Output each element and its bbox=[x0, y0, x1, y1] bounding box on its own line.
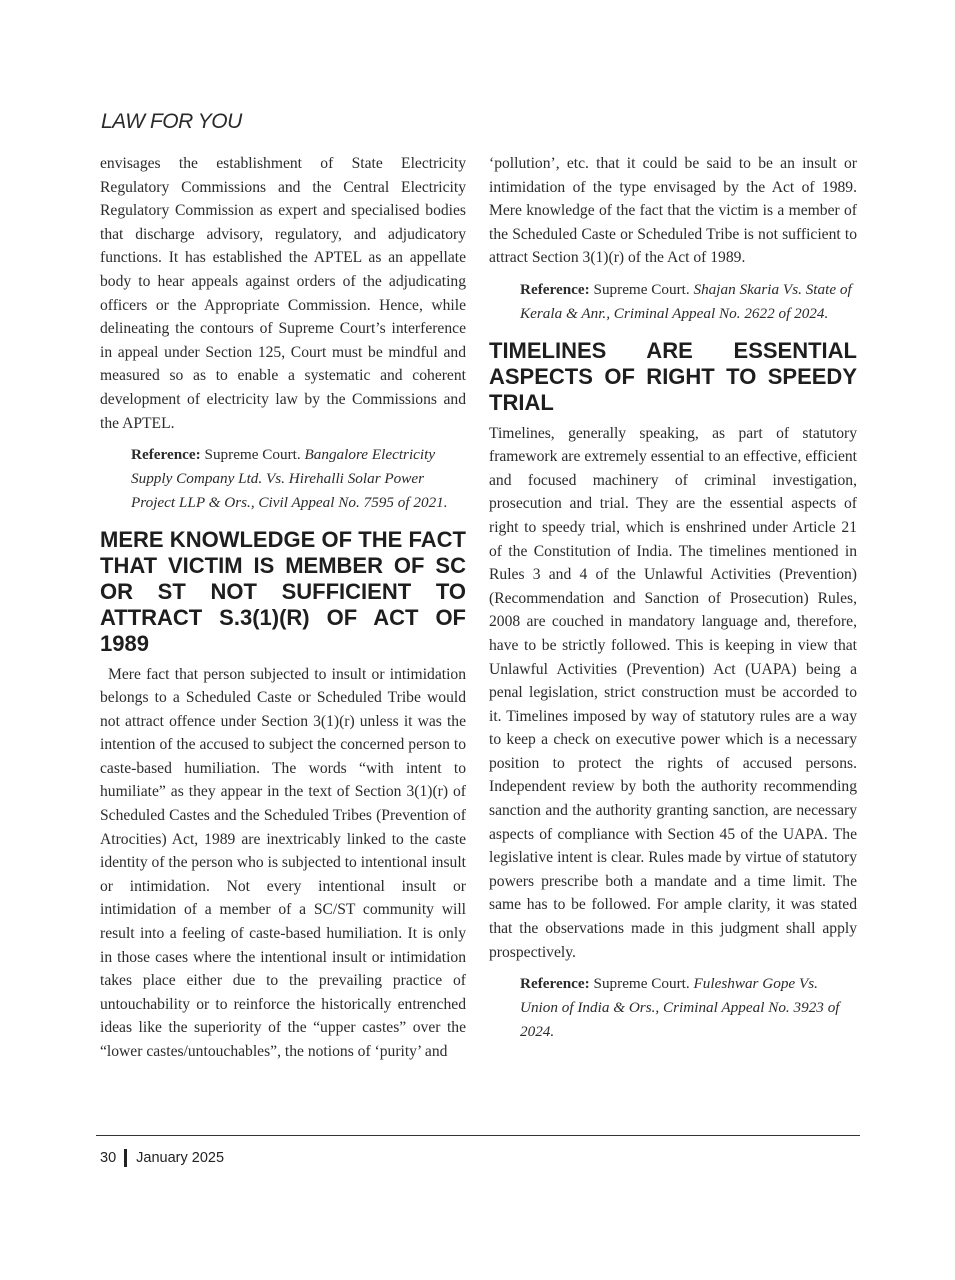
reference-case: Fuleshwar Gope Vs. Union of India & Ors., Criminal Appeal No. 3923 of 2024. bbox=[520, 975, 840, 1040]
page-number: 30 bbox=[100, 1150, 117, 1166]
left-reference-1 bbox=[131, 443, 466, 514]
masthead: LAW FOR YOU bbox=[101, 110, 242, 133]
left-paragraph-2: Mere fact that person subjected to insult or intimidation belongs to a Scheduled Caste or Scheduled Tribe would not attract offence under Section 3(1)(r) unless it was the intention of the accused to subject the concerned person to caste-based humiliation. The words “with intent to humiliate” as they appear in the text of Section 3(1)(r) of Scheduled Castes and the Scheduled Tribes (Prevention of Atrocities) Act, 1989 are inextricably linked to the caste identity of the person who is subjected to intentional insult or intimidation. Not every intentional insult or intimidation of a member of a SC/ST community will result into a feeling of caste-based humiliation. It is only in those cases where the intentional insult or intimidation takes place either due to the prevailing practice of untouchability or to reinforce the historically entrenched ideas like the superiority of the “upper castes” over the “lower castes/untouchables”, the notions of ‘purity’ and bbox=[100, 665, 466, 1061]
reference-court: Supreme Court. bbox=[593, 975, 690, 993]
left-column bbox=[100, 152, 466, 1064]
reference-case: Shajan Skaria Vs. State of Kerala & Anr., Criminal Appeal No. 2622 of 2024. bbox=[520, 280, 852, 322]
right-paragraph-2: Timelines, generally speaking, as part of statutory framework are extremely essential to an effective, efficient and focused machinery of criminal investigation, prosecution and trial. They are the essential aspects of right to speedy trial, which is enshrined under Article 21 of the Constitution of India. The timelines mentioned in Rules 3 and 4 of the Unlawful Activities (Prevention) (Recommendation and Sanction of Prosecution) Rules, 2008 are couched in mandatory language and, therefore, have to be strictly followed. This is keeping in view that Unlawful Activities (Prevention) Act (UAPA) being a penal legislation, strict construction must be accorded to it. Timelines imposed by way of statutory rules are a way to keep a check on executive power which is a necessary position to protect the rights of accused persons. Independent review by both the authority recommending sanction and the authority granting sanction, are necessary aspects of compliance with Section 45 of the UAPA. The legislative intent is clear. Rules made by virtue of statutory powers prescribe both a mandate and a time limit. The same has to be followed. For ample clarity, it was stated that the observations made in this judgment shall apply prospectively. bbox=[489, 424, 857, 961]
reference-label: Reference: bbox=[520, 975, 590, 993]
left-paragraph-1: envisages the establishment of State Electricity Regulatory Commissions and the Central Electricity Regulatory Commission as expert and specialised bodies that discharge advisory, regulatory, and adjudicatory functions. It has established the APTEL as an appellate body to hear appeals against orders of the adjudicating officers or the Appropriate Commission. Hence, while delineating the contours of Supreme Court’s interference in appeal under Section 125, Court must be mindful and measured so as to enable a systematic and coherent development of electricity law by the Commissions and the APTEL. bbox=[100, 155, 466, 432]
right-paragraph-1: ‘pollution’, etc. that it could be said to be an insult or intimidation of the type envisaged by the Act of 1989. Mere knowledge of the fact that the victim is a member of the Scheduled Caste or Scheduled Tribe is not sufficient to attract Section 3(1)(r) of the Act of 1989. bbox=[489, 155, 857, 267]
reference-court: Supreme Court. bbox=[593, 280, 690, 298]
footer-rule bbox=[96, 1135, 860, 1136]
footer-divider bbox=[124, 1149, 127, 1167]
right-reference-2 bbox=[520, 972, 857, 1043]
right-reference-1 bbox=[520, 278, 857, 326]
reference-label: Reference: bbox=[520, 280, 590, 298]
section-heading-sc-st: MERE KNOWLEDGE OF THE FACT THAT VICTIM IS MEMBER OF SC OR ST NOT SUFFICIENT TO ATTRACT S.3(1)(R) OF ACT OF 1989 bbox=[100, 526, 466, 656]
right-column bbox=[489, 152, 857, 1044]
issue-date: January 2025 bbox=[136, 1150, 225, 1166]
reference-court: Supreme Court. bbox=[204, 446, 301, 464]
footer bbox=[100, 1149, 224, 1167]
reference-case: Bangalore Electricity Supply Company Ltd. Vs. Hirehalli Solar Power Project LLP & Ors., Civil Appeal No. 7595 of 2021. bbox=[131, 446, 448, 511]
section-heading-timelines: TIMELINES ARE ESSENTIAL ASPECTS OF RIGHT TO SPEEDY TRIAL bbox=[489, 337, 857, 415]
reference-label: Reference: bbox=[131, 446, 201, 464]
